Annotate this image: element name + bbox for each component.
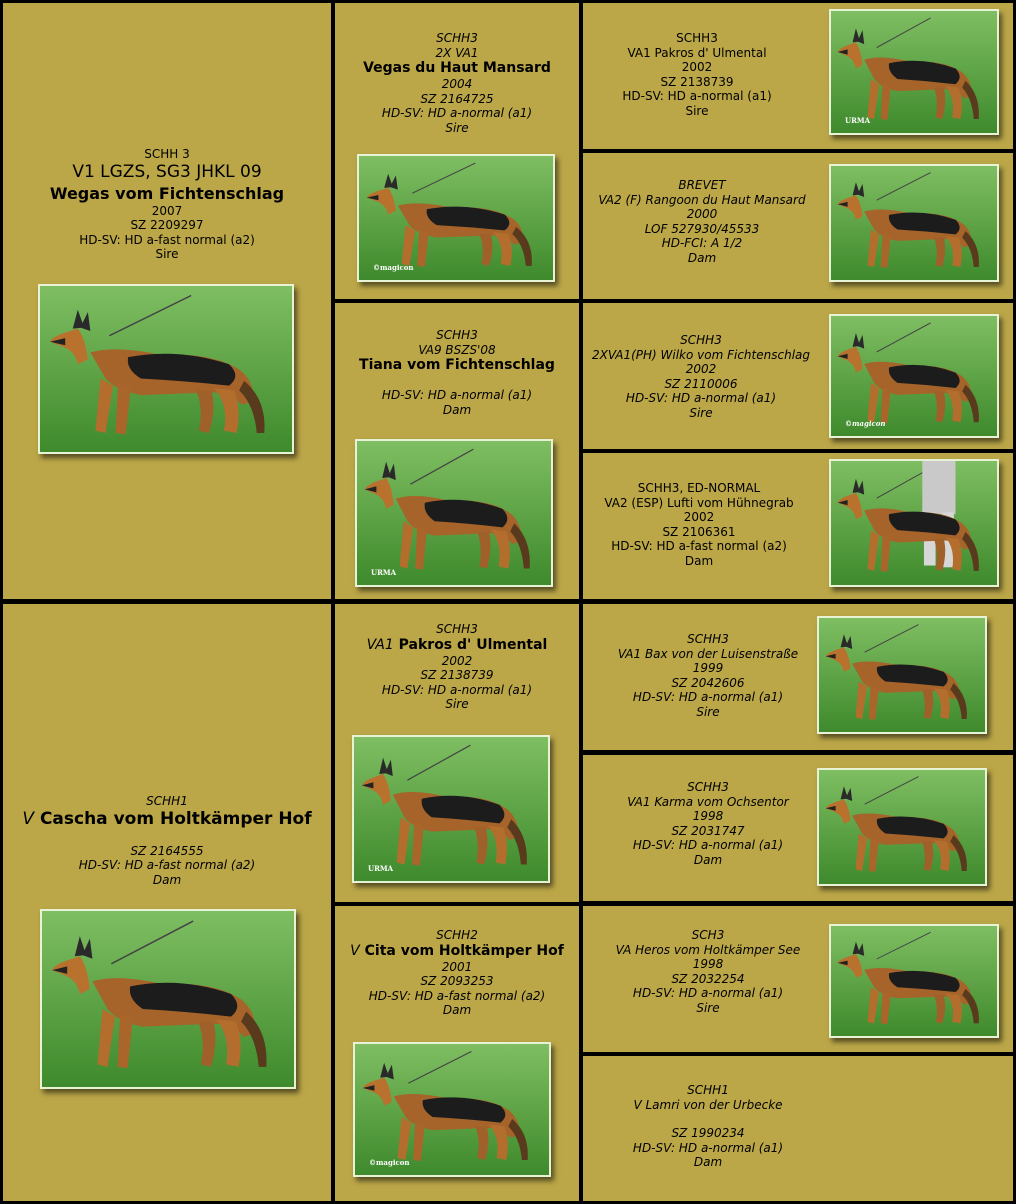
ancestor-title: SCHH3 [676, 31, 718, 45]
ancestor-year: 1998 [692, 809, 724, 823]
dam-prefix: V [22, 808, 35, 829]
dog-image [354, 737, 548, 881]
ancestor-hd-rating: HD-SV: HD a-normal (a1) [632, 1140, 784, 1155]
gen2-sire-sire-cell [335, 3, 579, 299]
photo-watermark: ©magicon [373, 263, 414, 272]
dam-name: Cascha vom Holtkämper Hof [39, 808, 312, 829]
ancestor-registration: SZ 2032254 [671, 971, 745, 986]
ancestor-rating: 2X VA1 [435, 45, 479, 60]
ancestor-role: Sire [696, 704, 720, 719]
photo-watermark: ©magicon [845, 419, 886, 428]
sire-role: Sire [155, 247, 179, 261]
ancestor-hd-rating: HD-SV: HD a-fast normal (a2) [611, 539, 787, 553]
ancestor-title: SCHH3 [436, 31, 478, 45]
ancestor-registration: SZ 2164725 [420, 91, 494, 106]
dog-image [831, 166, 997, 280]
dam-registration: SZ 2164555 [130, 843, 204, 858]
ancestor-role: Sire [445, 120, 469, 135]
ancestor-registration: LOF 527930/45533 [644, 221, 760, 236]
dog-image [359, 156, 553, 280]
sire-title: SCHH 3 [144, 147, 190, 161]
dam-hd-rating: HD-SV: HD a-fast normal (a2) [78, 858, 256, 872]
dog-image [831, 316, 997, 436]
ancestor-hd-rating: HD-SV: HD a-fast normal (a2) [368, 988, 546, 1003]
ancestor-registration: SZ 2138739 [660, 74, 734, 89]
ancestor-name: VA2 (F) Rangoon du Haut Mansard [598, 192, 806, 207]
ancestor-title: SCHH3 [436, 622, 478, 636]
ancestor-role: Dam [693, 852, 723, 867]
gen3-cell [583, 906, 1013, 1052]
ancestor-hd-rating: HD-FCI: A 1/2 [661, 236, 743, 250]
gen3-photo [829, 459, 999, 587]
gen3-photo [829, 9, 999, 135]
ancestor-registration: SZ 2110006 [664, 376, 738, 391]
ancestor-registration: SZ 2042606 [671, 675, 745, 690]
ancestor-year: 2002 [681, 60, 713, 74]
dam-role: Dam [152, 872, 182, 887]
ancestor-title: SCHH3 [436, 328, 478, 342]
ancestor-prefix: VA1 [366, 636, 394, 653]
gen3-cell [583, 1056, 1013, 1201]
ancestor-title: SCHH3 [687, 632, 729, 646]
gen3-photo [829, 314, 999, 438]
ancestor-title: SCH3 [691, 928, 725, 942]
dog-image [831, 461, 997, 585]
ancestor-registration: SZ 1990234 [671, 1126, 745, 1140]
ancestor-name: V Lamri von der Urbecke [633, 1097, 783, 1112]
ancestor-year: 2004 [441, 77, 473, 91]
ancestor-name: VA1 Karma vom Ochsentor [627, 794, 789, 809]
ancestor-title: SCHH3, ED-NORMAL [637, 481, 761, 495]
ancestor-title: BREVET [678, 178, 726, 192]
ancestor-year: 2002 [685, 362, 717, 376]
sire-hd-rating: HD-SV: HD a-fast normal (a2) [79, 232, 255, 247]
ancestor-hd-rating: HD-SV: HD a-normal (a1) [625, 391, 777, 405]
ancestor-role: Sire [696, 1000, 720, 1015]
dam-photo [40, 909, 296, 1089]
ancestor-name: VA Heros vom Holtkämper See [615, 942, 801, 957]
ancestor-role: Dam [442, 1003, 472, 1017]
gen3-cell [583, 153, 1013, 299]
photo-watermark: ©magicon [369, 1158, 410, 1167]
ancestor-name: Vegas du Haut Mansard [363, 60, 551, 76]
ancestor-name: Cita vom Holtkämper Hof [364, 942, 564, 959]
ancestor-role: Dam [684, 553, 714, 568]
gen2-sire-dam-cell [335, 303, 579, 599]
ancestor-name: VA1 Bax von der Luisenstraße [617, 646, 799, 661]
gen3-cell [583, 453, 1013, 599]
ancestor-name: 2XVA1(PH) Wilko vom Fichtenschlag [591, 347, 810, 362]
ancestor-hd-rating: HD-SV: HD a-normal (a1) [622, 89, 772, 103]
ancestor-name: Tiana vom Fichtenschlag [359, 357, 555, 373]
ancestor-role: Dam [687, 250, 717, 265]
ancestor-year: 2002 [683, 510, 715, 524]
ancestor-year: 1999 [692, 661, 724, 675]
ancestor-hd-rating: HD-SV: HD a-normal (a1) [381, 682, 533, 697]
ancestor-role: Dam [693, 1155, 723, 1169]
dam-title: SCHH1 [146, 794, 188, 808]
sire-photo [38, 284, 294, 454]
dog-image [819, 618, 985, 732]
dog-image [355, 1044, 549, 1175]
photo-watermark: URMA [371, 568, 397, 577]
ancestor-role: Sire [685, 103, 709, 118]
ancestor-year: 1998 [692, 957, 724, 971]
ancestor-rating: VA9 BSZS'08 [418, 342, 496, 357]
gen3-photo [829, 164, 999, 282]
gen3-photo [817, 616, 987, 734]
gen3-cell [583, 755, 1013, 901]
ancestor-registration: SZ 2138739 [420, 668, 494, 682]
photo-watermark: URMA [845, 116, 871, 125]
ancestor-name: Pakros d' Ulmental [398, 636, 548, 653]
ancestor-role: Sire [689, 405, 713, 420]
gen3-cell [583, 604, 1013, 750]
ancestor-role: Dam [442, 402, 472, 417]
ancestor-name: VA2 (ESP) Lufti vom Hühnegrab [604, 495, 794, 510]
gen2-dam-sire-cell [335, 604, 579, 902]
dog-image [40, 286, 292, 452]
photo-watermark: URMA [368, 864, 394, 873]
ancestor-title: SCHH3 [687, 780, 729, 794]
ancestor-name: VA1 Pakros d' Ulmental [627, 45, 767, 60]
sire-rating: V1 LGZS, SG3 JHKL 09 [72, 161, 262, 182]
sire-cell [3, 3, 331, 599]
gen2-dam-dam-photo [353, 1042, 551, 1177]
gen3-photo [817, 768, 987, 886]
gen2-sire-sire-photo [357, 154, 555, 282]
ancestor-hd-rating: HD-SV: HD a-normal (a1) [632, 838, 784, 852]
ancestor-year: 2002 [441, 653, 473, 668]
gen2-dam-sire-photo [352, 735, 550, 883]
ancestor-hd-rating: HD-SV: HD a-normal (a1) [632, 690, 784, 704]
ancestor-role: Sire [445, 697, 469, 711]
gen3-cell [583, 303, 1013, 449]
gen3-photo [829, 924, 999, 1038]
sire-year: 2007 [151, 203, 183, 218]
ancestor-registration: SZ 2093253 [420, 974, 494, 988]
sire-registration: SZ 2209297 [130, 218, 204, 232]
dog-image [819, 770, 985, 884]
sire-name: Wegas vom Fichtenschlag [49, 183, 285, 203]
ancestor-hd-rating: HD-SV: HD a-normal (a1) [632, 986, 784, 1000]
dog-image [831, 926, 997, 1036]
ancestor-hd-rating: HD-SV: HD a-normal (a1) [381, 106, 533, 120]
ancestor-registration: SZ 2031747 [671, 823, 745, 838]
ancestor-title: SCHH1 [687, 1083, 729, 1097]
ancestor-registration: SZ 2106361 [662, 524, 736, 539]
ancestor-title: SCHH3 [680, 333, 722, 347]
ancestor-year: 2001 [441, 959, 473, 974]
ancestor-year: 2000 [686, 207, 718, 221]
ancestor-hd-rating: HD-SV: HD a-normal (a1) [381, 388, 533, 402]
gen2-dam-dam-cell [335, 906, 579, 1201]
gen2-sire-dam-photo [355, 439, 553, 587]
ancestor-prefix: V [350, 942, 360, 959]
dog-image [831, 11, 997, 133]
ancestor-title: SCHH2 [436, 928, 478, 942]
dog-image [42, 911, 294, 1087]
gen3-cell [583, 3, 1013, 149]
dam-cell [3, 604, 331, 1201]
dog-image [357, 441, 551, 585]
